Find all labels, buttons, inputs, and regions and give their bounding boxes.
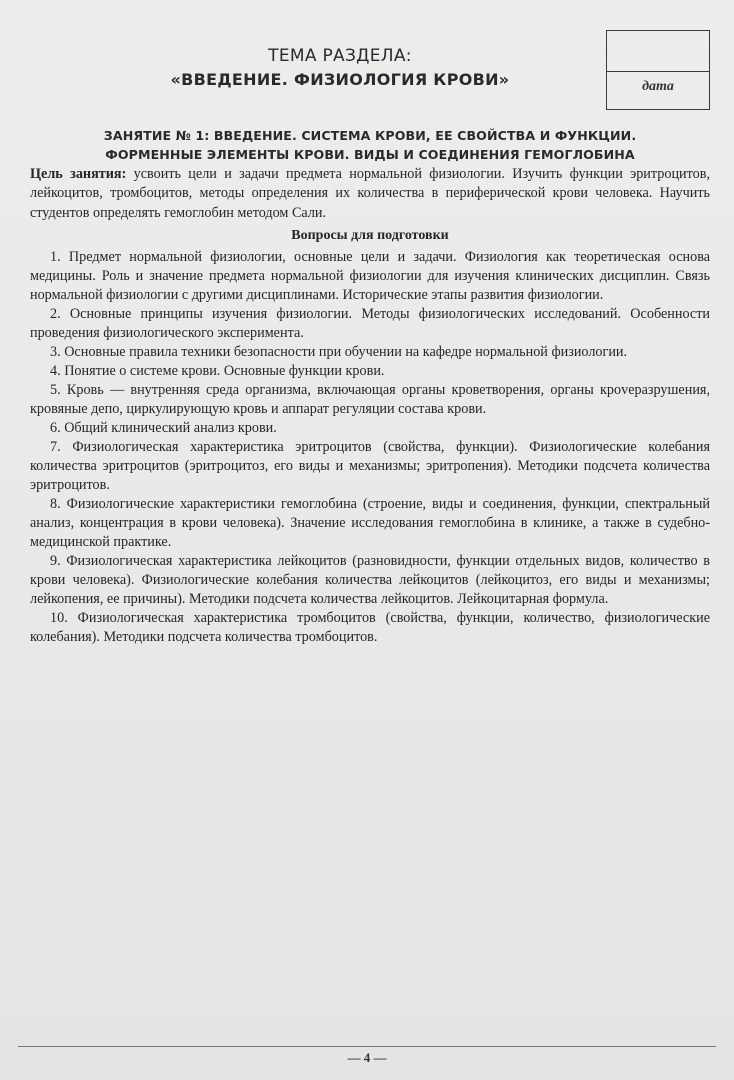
lesson-title-line2: ФОРМЕННЫЕ ЭЛЕМЕНТЫ КРОВИ. ВИДЫ И СОЕДИНЕНИЯ ГЕМОГЛОБИНА	[105, 147, 635, 162]
question-item: 9. Физиологическая характеристика лейкоцитов (разновидности, функции отдельных видов, количество в крови человека). Физиологические колебания количества лейкоцитов (лейкоцитоз, его виды и механизмы; лейкопения, ее причины). Методики подсчета количества лейкоцитов. Лейкоцитарная формула.	[30, 553, 710, 607]
question-item: 6. Общий клинический анализ крови.	[50, 420, 277, 436]
section-title-line2: «ВВЕДЕНИЕ. ФИЗИОЛОГИЯ КРОВИ»	[170, 70, 510, 89]
question-item: 1. Предмет нормальной физиологии, основные цели и задачи. Физиология как теоретическая основа медицины. Роль и значение предмета нормальной физиологии для изучения клинических дисциплин. Связь нормальной физиологии с другими дисциплинами. Исторические этапы развития физиологии.	[30, 249, 710, 303]
page-number: — 4 —	[347, 1050, 387, 1065]
question-item: 7. Физиологическая характеристика эритроцитов (свойства, функции). Физиологические колебания количества эритроцитов (эритроцитоз, его виды и механизмы; эритропения). Методики подсчета количества эритроцитов.	[30, 439, 710, 493]
question-item: 5. Кровь — внутренняя среда организма, включающая органы кроветворения, органы крovеразрушения, кровяные депо, циркулирующую кровь и аппарат регуляции состава крови.	[30, 382, 710, 417]
question-item: 4. Понятие о системе крови. Основные функции крови.	[50, 363, 385, 379]
question-item: 10. Физиологическая характеристика тромбоцитов (свойства, функции, количество, физиологические колебания). Методики подсчета количества тромбоцитов.	[30, 610, 710, 645]
questions-heading: Вопросы для подготовки	[291, 228, 449, 243]
footer-rule	[18, 1046, 716, 1047]
lesson-title	[60, 126, 680, 164]
questions-list	[30, 248, 710, 647]
lesson-title-line1: ЗАНЯТИЕ № 1: ВВЕДЕНИЕ. СИСТЕМА КРОВИ, ЕЕ СВОЙСТВА И ФУНКЦИИ.	[103, 128, 637, 143]
section-title	[150, 44, 530, 92]
question-item: 8. Физиологические характеристики гемоглобина (строение, виды и соединения, функции, спектральный анализ, концентрация в крови человека). Значение исследования гемоглобина в клинике, а также в судебно-медицинской практике.	[30, 496, 710, 550]
lesson-goal	[30, 165, 710, 223]
goal-label: Цель занятия:	[30, 166, 127, 182]
goal-text: усвоить цели и задачи предмета нормальной физиологии. Изучить функции эритроцитов, лейкоцитов, тромбоцитов, методы определения их количества в периферической крови человека. Научить студентов определять гемоглобин методом Сали.	[30, 166, 711, 221]
date-box	[606, 30, 710, 110]
question-item: 2. Основные принципы изучения физиологии. Методы физиологических исследований. Особенности проведения физиологического эксперимента.	[30, 306, 710, 341]
section-title-line1: ТЕМА РАЗДЕЛА:	[268, 46, 412, 66]
question-item: 3. Основные правила техники безопасности при обучении на кафедре нормальной физиологии.	[50, 344, 628, 360]
date-box-divider	[607, 71, 709, 72]
date-label: дата	[642, 79, 674, 94]
